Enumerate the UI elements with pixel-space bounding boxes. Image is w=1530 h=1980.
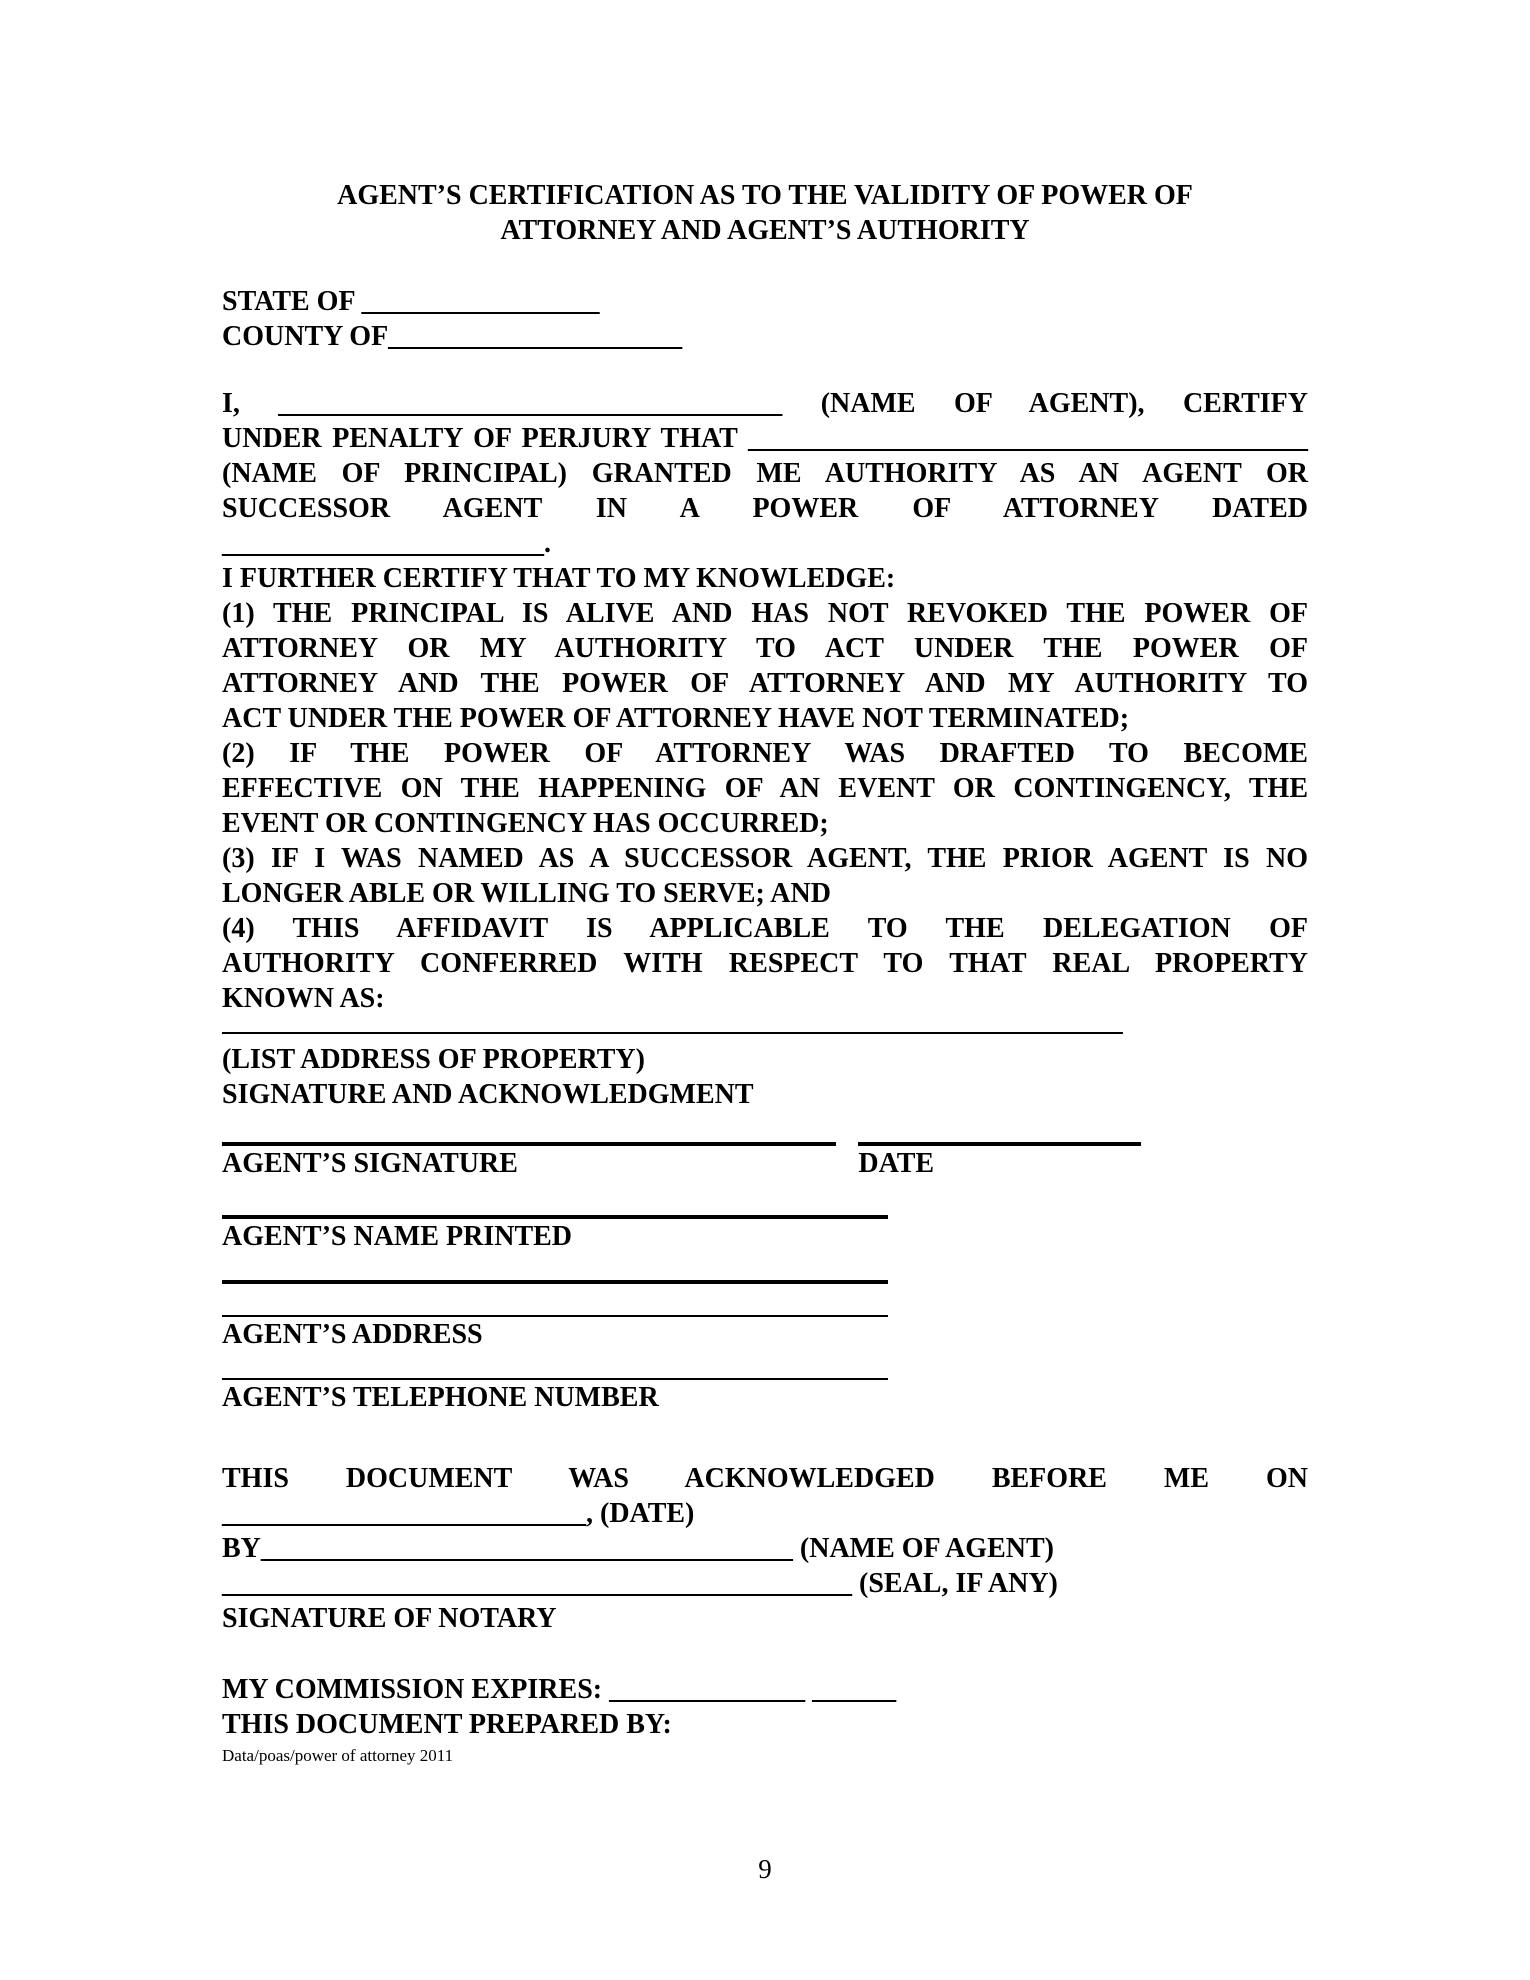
text-line: (1) THE PRINCIPAL IS ALIVE AND HAS NOT REVOKED THE POWER OF [222, 598, 1308, 629]
text-line: _______________________. [222, 528, 551, 559]
text-line: AGENT’S CERTIFICATION AS TO THE VALIDITY OF POWER OF [337, 180, 1193, 211]
agent-address-rule-1 [222, 1280, 888, 1284]
text-line: ATTORNEY OR MY AUTHORITY TO ACT UNDER THE POWER OF [222, 633, 1308, 664]
certify-knowledge-section [222, 561, 1308, 1016]
date-label: DATE [858, 1148, 935, 1179]
text-line: THIS DOCUMENT PREPARED BY: [222, 1709, 672, 1740]
document-title [222, 178, 1308, 248]
jurisdiction-block [222, 284, 1308, 354]
text-line: __________________________, (DATE) [222, 1498, 695, 1529]
property-address-rule [222, 1032, 1123, 1034]
text-line: EFFECTIVE ON THE HAPPENING OF AN EVENT OR CONTINGENCY, THE [222, 773, 1308, 804]
text-line: (4) THIS AFFIDAVIT IS APPLICABLE TO THE DELEGATION OF [222, 913, 1308, 944]
text-line: EVENT OR CONTINGENCY HAS OCCURRED; [222, 808, 829, 839]
page-number: 9 [758, 1854, 772, 1884]
agent-address-label: AGENT’S ADDRESS [222, 1319, 483, 1350]
text-line: MY COMMISSION EXPIRES: ______________ ______ [222, 1674, 897, 1705]
agent-signature-label: AGENT’S SIGNATURE [222, 1148, 518, 1179]
text-line: UNDER PENALTY OF PERJURY THAT ________________________________________ [222, 423, 1308, 454]
text-line: COUNTY OF_____________________ [222, 321, 683, 352]
text-line: _____________________________________________ (SEAL, IF ANY) [222, 1568, 1058, 1599]
text-line: BY______________________________________ (NAME OF AGENT) [222, 1533, 1054, 1564]
text-line: THIS DOCUMENT WAS ACKNOWLEDGED BEFORE ME ON [222, 1463, 1308, 1494]
notary-acknowledgment-block [222, 1461, 1308, 1636]
text-line: KNOWN AS: [222, 983, 385, 1014]
text-line: (3) IF I WAS NAMED AS A SUCCESSOR AGENT, THE PRIOR AGENT IS NO [222, 843, 1308, 874]
signature-labels-row [222, 1146, 1308, 1181]
list-address-of-property-label: (LIST ADDRESS OF PROPERTY) [222, 1044, 645, 1075]
text-line: (NAME OF PRINCIPAL) GRANTED ME AUTHORITY AS AN AGENT OR [222, 458, 1308, 489]
agent-name-printed-label: AGENT’S NAME PRINTED [222, 1221, 573, 1252]
text-line: ATTORNEY AND AGENT’S AUTHORITY [500, 215, 1030, 246]
certification-paragraph [222, 386, 1308, 561]
text-line: LONGER ABLE OR WILLING TO SERVE; AND [222, 878, 831, 909]
commission-block [222, 1672, 1308, 1742]
text-line: ATTORNEY AND THE POWER OF ATTORNEY AND MY AUTHORITY TO [222, 668, 1308, 699]
document-footnote: Data/poas/power of attorney 2011 [222, 1746, 454, 1765]
text-line: I, ____________________________________ (NAME OF AGENT), CERTIFY [222, 388, 1308, 419]
text-line: SUCCESSOR AGENT IN A POWER OF ATTORNEY DATED [222, 493, 1308, 524]
signature-acknowledgment-heading: SIGNATURE AND ACKNOWLEDGMENT [222, 1079, 754, 1110]
text-line: (2) IF THE POWER OF ATTORNEY WAS DRAFTED TO BECOME [222, 738, 1308, 769]
text-line: I FURTHER CERTIFY THAT TO MY KNOWLEDGE: [222, 563, 896, 594]
agent-telephone-label: AGENT’S TELEPHONE NUMBER [222, 1382, 659, 1413]
text-line: STATE OF _________________ [222, 286, 600, 317]
text-line: ACT UNDER THE POWER OF ATTORNEY HAVE NOT TERMINATED; [222, 703, 1130, 734]
text-line: SIGNATURE OF NOTARY [222, 1603, 557, 1634]
text-line: AUTHORITY CONFERRED WITH RESPECT TO THAT REAL PROPERTY [222, 948, 1308, 979]
